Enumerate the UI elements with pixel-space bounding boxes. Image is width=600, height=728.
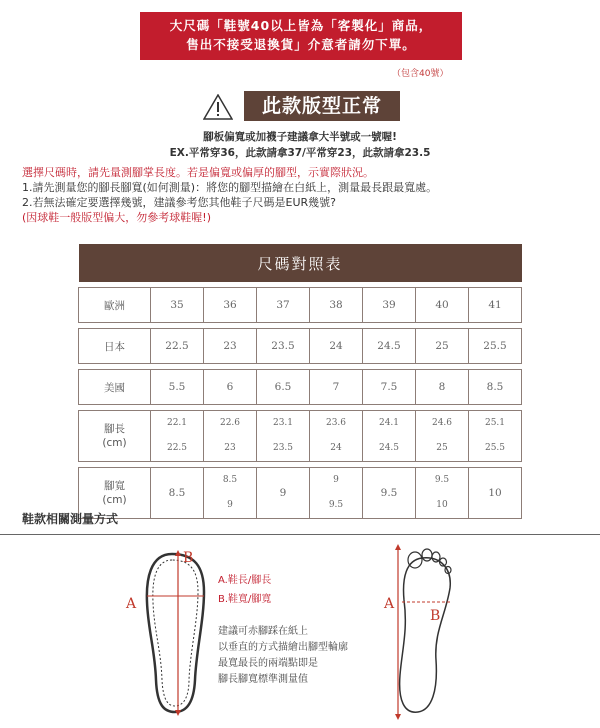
length-min: 23.1 <box>272 418 294 428</box>
width-min: 8.5 <box>222 475 238 485</box>
measure-tip-line: 腳長腳寬標準測量值 <box>218 674 308 685</box>
length-min: 25.1 <box>484 418 506 428</box>
notice-line-2: 售出不接受退換貨」介意者請勿下單。 <box>186 37 416 52</box>
jp-size-cell: 23 <box>204 329 257 364</box>
length-max: 25.5 <box>484 443 506 453</box>
foot-width-cell: 9 <box>257 468 310 519</box>
foot-width-cell <box>310 468 363 519</box>
instruction-step-1: 1.請先測量您的腳長腳寬(如何測量)：將您的腳型描繪在白紙上，測量最長跟最寬處。 <box>22 181 438 194</box>
eu-size-row <box>79 288 522 323</box>
jp-size-cell: 24 <box>310 329 363 364</box>
foot-label-b: B <box>430 608 441 624</box>
eu-size-cell: 36 <box>204 288 257 323</box>
style-example-line: EX.平常穿36，此款請拿37/平常穿23，此款請拿23.5 <box>169 147 431 159</box>
foot-length-row <box>79 411 522 462</box>
eu-size-cell: 40 <box>416 288 469 323</box>
length-max: 23 <box>224 443 236 453</box>
size-chart-table <box>78 244 522 519</box>
length-min: 22.6 <box>219 418 241 428</box>
length-min: 23.6 <box>325 418 347 428</box>
foot-width-cell <box>204 468 257 519</box>
width-min: 9.5 <box>434 475 450 485</box>
warning-icon <box>203 94 233 120</box>
jp-size-cell: 22.5 <box>151 329 204 364</box>
notice-note: （包含40號） <box>392 69 449 79</box>
measure-tip-line: 建議可赤腳踩在紙上 <box>218 626 308 637</box>
label-b: B <box>183 550 194 566</box>
instruction-warning: (因球鞋一般版型偏大，勿參考球鞋喔!) <box>22 211 211 224</box>
jp-size-row <box>79 329 522 364</box>
us-size-cell: 8.5 <box>469 370 522 405</box>
eu-size-cell: 35 <box>151 288 204 323</box>
us-size-cell: 6.5 <box>257 370 310 405</box>
length-max: 23.5 <box>272 443 294 453</box>
notice-line-1: 大尺碼「鞋號40以上皆為「客製化」商品， <box>169 18 433 33</box>
foot-width-label-text: 腳寬 <box>104 480 125 492</box>
foot-length-arrow-bottom <box>395 714 401 720</box>
notice-banner <box>140 12 462 60</box>
instruction-step-2: 2.若無法確定要選擇幾號，建議參考您其他鞋子尺碼是EUR幾號? <box>22 196 336 209</box>
foot-length-cell <box>257 411 310 462</box>
instruction-intro: 選擇尺碼時，請先量測腳掌長度。若是偏寬或偏厚的腳型，示實際狀況。 <box>22 166 374 179</box>
jp-label: 日本 <box>79 329 151 364</box>
eu-size-cell: 38 <box>310 288 363 323</box>
foot-length-unit: (cm) <box>102 437 127 449</box>
us-size-cell: 8 <box>416 370 469 405</box>
foot-length-arrow-top <box>395 544 401 550</box>
length-max: 24.5 <box>378 443 400 453</box>
length-min: 24.6 <box>431 418 453 428</box>
us-size-cell: 7.5 <box>363 370 416 405</box>
foot-width-cell: 10 <box>469 468 522 519</box>
jp-size-cell: 24.5 <box>363 329 416 364</box>
legend-width: B.鞋寬/腳寬 <box>218 594 272 605</box>
foot-width-cell: 9.5 <box>363 468 416 519</box>
size-chart-title: 尺碼對照表 <box>79 244 522 282</box>
us-size-row <box>79 370 522 405</box>
foot-length-cell <box>416 411 469 462</box>
foot-length-cell <box>469 411 522 462</box>
length-min: 24.1 <box>378 418 400 428</box>
style-advice-line: 腳板偏寬或加襪子建議拿大半號或一號喔! <box>203 131 397 143</box>
section-divider <box>0 534 600 535</box>
jp-size-cell: 25.5 <box>469 329 522 364</box>
width-min: 9 <box>333 475 339 485</box>
length-max: 25 <box>436 443 448 453</box>
shoe-sole-illustration <box>147 554 204 712</box>
length-max: 24 <box>330 443 342 453</box>
foot-length-cell <box>151 411 204 462</box>
us-size-cell: 6 <box>204 370 257 405</box>
eu-size-cell: 41 <box>469 288 522 323</box>
foot-outline-illustration <box>400 549 451 712</box>
jp-size-cell: 23.5 <box>257 329 310 364</box>
us-label: 美國 <box>79 370 151 405</box>
foot-length-cell <box>204 411 257 462</box>
foot-length-cell <box>363 411 416 462</box>
width-max: 9 <box>227 500 233 510</box>
foot-width-row <box>79 468 522 519</box>
foot-width-cell: 8.5 <box>151 468 204 519</box>
length-min: 22.1 <box>166 418 188 428</box>
foot-width-unit: (cm) <box>102 494 127 506</box>
foot-width-cell <box>416 468 469 519</box>
measure-tip-line: 以垂直的方式描繪出腳型輪廓 <box>218 642 348 653</box>
style-banner-title: 此款版型正常 <box>244 91 400 121</box>
us-size-cell: 5.5 <box>151 370 204 405</box>
foot-length-label-text: 腳長 <box>104 423 125 435</box>
length-max: 22.5 <box>166 443 188 453</box>
jp-size-cell: 25 <box>416 329 469 364</box>
foot-length-cell <box>310 411 363 462</box>
measure-tip-line: 最寬最長的兩端點即是 <box>218 658 318 669</box>
width-max: 9.5 <box>328 500 344 510</box>
eu-size-cell: 39 <box>363 288 416 323</box>
width-max: 10 <box>436 500 448 510</box>
us-size-cell: 7 <box>310 370 363 405</box>
measure-section-title: 鞋款相關測量方式 <box>22 512 119 526</box>
label-a: A <box>126 596 137 612</box>
foot-label-a: A <box>384 596 395 612</box>
foot-length-label <box>79 411 151 462</box>
eu-size-cell: 37 <box>257 288 310 323</box>
legend-length: A.鞋長/腳長 <box>218 575 272 586</box>
eu-label: 歐洲 <box>79 288 151 323</box>
